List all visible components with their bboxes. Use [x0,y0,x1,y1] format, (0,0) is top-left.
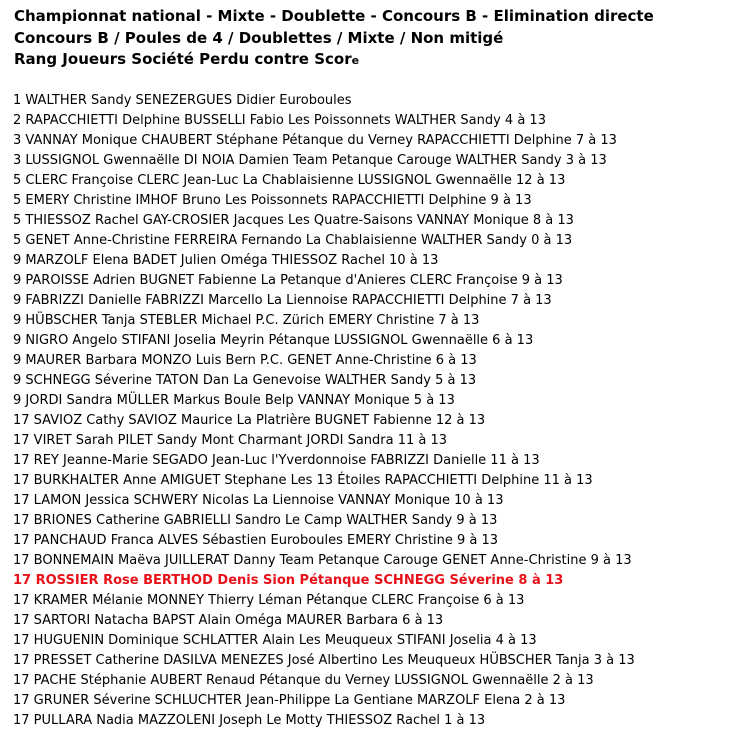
result-row: 17 GRUNER Séverine SCHLUCHTER Jean-Philippe La Gentiane MARZOLF Elena 2 à 13 [13,693,566,708]
result-row: 5 GENET Anne-Christine FERREIRA Fernando La Chablaisienne WALTHER Sandy 0 à 13 [13,233,573,248]
result-row: 9 PAROISSE Adrien BUGNET Fabienne La Petanque d'Anieres CLERC Françoise 9 à 13 [13,273,563,288]
result-row: 17 BRIONES Catherine GABRIELLI Sandro Le Camp WALTHER Sandy 9 à 13 [13,513,498,528]
result-row: 9 NIGRO Angelo STIFANI Joselia Meyrin Pétanque LUSSIGNOL Gwennaëlle 6 à 13 [13,333,534,348]
result-row: 9 FABRIZZI Danielle FABRIZZI Marcello La Liennoise RAPACCHIETTI Delphine 7 à 13 [13,293,552,308]
result-row: 17 PANCHAUD Franca ALVES Sébastien Euroboules EMERY Christine 9 à 13 [13,533,499,548]
result-row: 1 WALTHER Sandy SENEZERGUES Didier Euroboules [13,93,352,108]
result-row: 2 RAPACCHIETTI Delphine BUSSELLI Fabio Les Poissonnets WALTHER Sandy 4 à 13 [13,113,546,128]
result-row: 17 PRESSET Catherine DASILVA MENEZES José Albertino Les Meuqueux HÜBSCHER Tanja 3 à 13 [13,653,635,668]
result-row: 17 PACHE Stéphanie AUBERT Renaud Pétanque du Verney LUSSIGNOL Gwennaëlle 2 à 13 [13,673,594,688]
column-headers-tail: e [351,54,360,67]
result-row: 17 REY Jeanne-Marie SEGADO Jean-Luc l'Yverdonnoise FABRIZZI Danielle 11 à 13 [13,453,540,468]
result-row: 17 BURKHALTER Anne AMIGUET Stephane Les 13 Étoiles RAPACCHIETTI Delphine 11 à 13 [13,473,593,488]
championship-title: Championnat national - Mixte - Doublette - Concours B - Elimination directe [14,7,654,25]
results-header [14,6,654,72]
result-row: 3 VANNAY Monique CHAUBERT Stéphane Pétanque du Verney RAPACCHIETTI Delphine 7 à 13 [13,133,617,148]
result-row: 9 SCHNEGG Séverine TATON Dan La Genevoise WALTHER Sandy 5 à 13 [13,373,477,388]
result-row: 17 PULLARA Nadia MAZZOLENI Joseph Le Motty THIESSOZ Rachel 1 à 13 [13,713,486,728]
result-row: 17 SAVIOZ Cathy SAVIOZ Maurice La Platrière BUGNET Fabienne 12 à 13 [13,413,486,428]
result-row: 9 MARZOLF Elena BADET Julien Oméga THIESSOZ Rachel 10 à 13 [13,253,439,268]
result-row: 5 CLERC Françoise CLERC Jean-Luc La Chablaisienne LUSSIGNOL Gwennaëlle 12 à 13 [13,173,566,188]
competition-format: Concours B / Poules de 4 / Doublettes / Mixte / Non mitigé [14,28,504,47]
column-headers-text: Rang Joueurs Société Perdu contre Scor [14,50,352,68]
result-row: 9 HÜBSCHER Tanja STEBLER Michael P.C. Zürich EMERY Christine 7 à 13 [13,313,480,328]
result-row: 17 KRAMER Mélanie MONNEY Thierry Léman Pétanque CLERC Françoise 6 à 13 [13,593,525,608]
result-row: 17 VIRET Sarah PILET Sandy Mont Charmant JORDI Sandra 11 à 13 [13,433,448,448]
highlighted-result-row: 17 ROSSIER Rose BERTHOD Denis Sion Pétanque SCHNEGG Séverine 8 à 13 [13,573,564,588]
result-row: 5 EMERY Christine IMHOF Bruno Les Poissonnets RAPACCHIETTI Delphine 9 à 13 [13,193,532,208]
result-row: 9 MAURER Barbara MONZO Luis Bern P.C. GENET Anne-Christine 6 à 13 [13,353,477,368]
result-row: 17 LAMON Jessica SCHWERY Nicolas La Liennoise VANNAY Monique 10 à 13 [13,493,504,508]
result-row: 3 LUSSIGNOL Gwennaëlle DI NOIA Damien Team Petanque Carouge WALTHER Sandy 3 à 13 [13,153,607,168]
result-row: 9 JORDI Sandra MÜLLER Markus Boule Belp VANNAY Monique 5 à 13 [13,393,455,408]
result-row: 17 BONNEMAIN Maëva JUILLERAT Danny Team Petanque Carouge GENET Anne-Christine 9 à 13 [13,553,632,568]
result-row: 17 HUGUENIN Dominique SCHLATTER Alain Les Meuqueux STIFANI Joselia 4 à 13 [13,633,537,648]
results-list [13,91,635,731]
column-headers [14,49,654,72]
result-row: 17 SARTORI Natacha BAPST Alain Oméga MAURER Barbara 6 à 13 [13,613,444,628]
result-row: 5 THIESSOZ Rachel GAY-CROSIER Jacques Les Quatre-Saisons VANNAY Monique 8 à 13 [13,213,574,228]
